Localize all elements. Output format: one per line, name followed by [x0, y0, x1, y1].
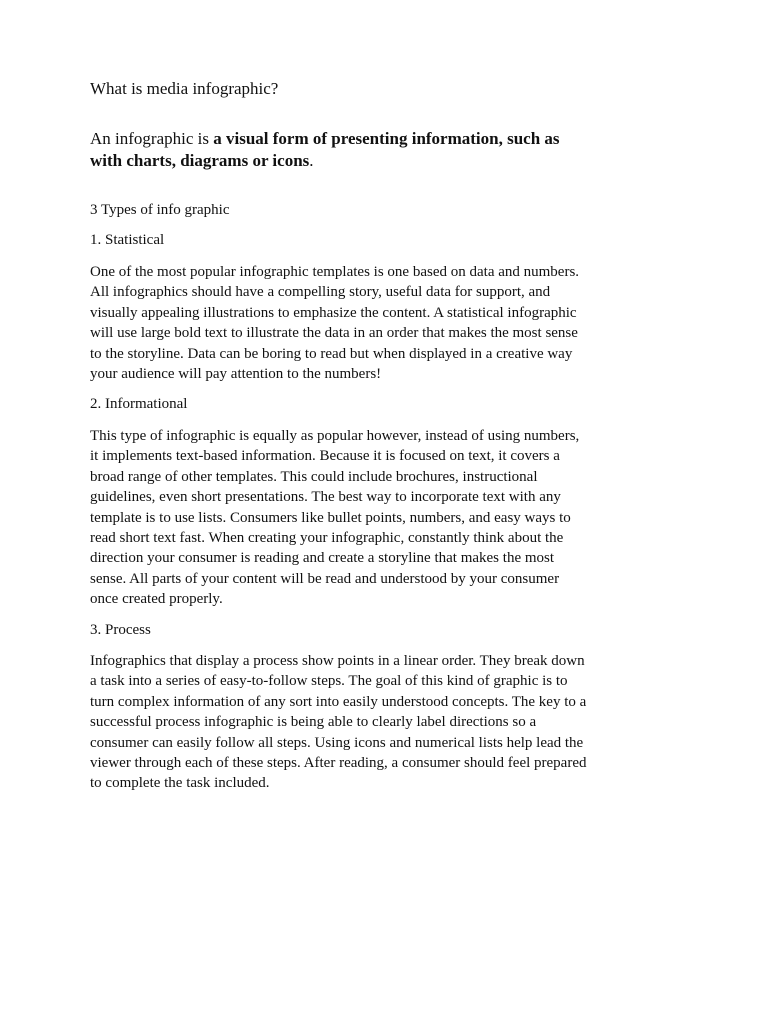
- body-line: All infographics should have a compelling story, useful data for support, and: [90, 284, 551, 301]
- section-heading-informational: 2. Informational: [90, 396, 188, 412]
- body-line: direction your consumer is reading and create a storyline that makes the most: [90, 550, 555, 567]
- intro-bold-line-1: a visual form of presenting information, such as: [213, 129, 560, 148]
- section-body-statistical: [90, 262, 680, 384]
- types-heading: 3 Types of info graphic: [90, 202, 230, 218]
- body-line: This type of infographic is equally as popular however, instead of using numbers,: [90, 428, 580, 444]
- body-line: turn complex information of any sort into easily understood concepts. The key to a: [90, 693, 587, 710]
- document-title: What is media infographic?: [90, 79, 279, 98]
- body-line: guidelines, even short presentations. The best way to incorporate text with any: [90, 489, 561, 506]
- intro-prefix: An infographic is: [90, 129, 214, 148]
- body-line: to complete the task included.: [90, 775, 270, 792]
- body-line: read short text fast. When creating your infographic, constantly think about the: [90, 530, 564, 547]
- body-line: once created properly.: [90, 591, 223, 608]
- body-line: your audience will pay attention to the numbers!: [90, 366, 382, 383]
- body-line: viewer through each of these steps. After reading, a consumer should feel prepared: [90, 755, 587, 772]
- intro-paragraph: [90, 128, 680, 172]
- section-heading-statistical: 1. Statistical: [90, 232, 165, 248]
- body-line: broad range of other templates. This could include brochures, instructional: [90, 468, 538, 485]
- body-line: Infographics that display a process show points in a linear order. They break down: [90, 653, 585, 669]
- section-body-informational: [90, 426, 680, 610]
- body-line: to the storyline. Data can be boring to read but when displayed in a creative way: [90, 345, 573, 362]
- section-body-process: [90, 651, 680, 794]
- section-heading-process: 3. Process: [90, 622, 151, 638]
- body-line: successful process infographic is being able to clearly label directions so a: [90, 714, 537, 731]
- body-line: will use large bold text to illustrate the data in an order that makes the most sense: [90, 325, 578, 342]
- body-line: consumer can easily follow all steps. Using icons and numerical lists help lead the: [90, 734, 584, 751]
- body-line: visually appealing illustrations to emphasize the content. A statistical infographic: [90, 304, 577, 321]
- body-line: One of the most popular infographic templates is one based on data and numbers.: [90, 264, 580, 280]
- body-line: a task into a series of easy-to-follow steps. The goal of this kind of graphic is to: [90, 673, 568, 690]
- body-line: it implements text-based information. Because it is focused on text, it covers a: [90, 448, 560, 465]
- intro-bold-line-2: with charts, diagrams or icons: [90, 151, 310, 170]
- body-line: sense. All parts of your content will be read and understood by your consumer: [90, 570, 560, 587]
- body-line: template is to use lists. Consumers like bullet points, numbers, and easy ways to: [90, 509, 571, 526]
- intro-suffix: .: [309, 151, 314, 170]
